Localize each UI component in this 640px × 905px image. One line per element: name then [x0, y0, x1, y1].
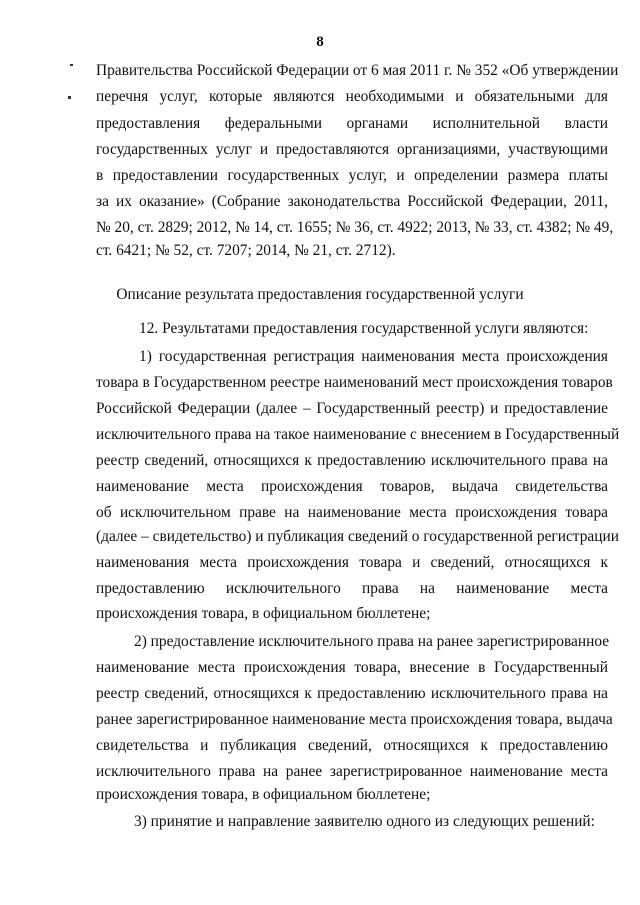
text-line: № 20, ст. 2829; 2012, № 14, ст. 1655; № 36, ст. 4922; 2013, № 33, ст. 4382; № 49,	[96, 219, 614, 236]
text-line: свидетельства и публикация сведений, относящихся к предоставлению	[96, 737, 608, 754]
text-line: Правительства Российской Федерации от 6 мая 2011 г. № 352 «Об утверждении	[96, 62, 619, 79]
text-line: ранее зарегистрированное наименование места происхождения товара, выдача	[96, 711, 613, 728]
text-line: происхождения товара, в официальном бюллетене;	[96, 786, 431, 803]
text-line: реестр сведений, относящихся к предоставлению исключительного права на	[96, 685, 608, 702]
text-line: Российской Федерации (далее – Государственный реестр) и предоставление	[96, 400, 608, 417]
text-line: об исключительном праве на наименование места происхождения товара	[96, 504, 608, 521]
text-line: 2) предоставление исключительного права на ранее зарегистрированное	[134, 633, 610, 650]
text-line: наименования места происхождения товара и сведений, относящихся к	[96, 554, 608, 571]
text-line: в предоставлении государственных услуг, и определении размера платы	[96, 167, 608, 184]
section-heading: Описание результата предоставления государственной услуги	[116, 286, 524, 303]
text-line: наименование места происхождения товаров, выдача свидетельства	[96, 478, 608, 495]
scan-mark-bottom	[68, 96, 71, 99]
text-line: предоставления федеральными органами исполнительной власти	[96, 115, 608, 132]
text-line: наименование места происхождения товара, внесение в Государственный	[96, 659, 608, 676]
item-3-line: 3) принятие и направление заявителю одного из следующих решений:	[134, 813, 595, 830]
text-line: ст. 6421; № 52, ст. 7207; 2014, № 21, ст. 2712).	[96, 242, 396, 259]
text-line: государственных услуг и предоставляются организациями, участвующими	[96, 141, 608, 158]
text-line: исключительного права на ранее зарегистрированное наименование места	[96, 763, 608, 780]
page-number: 8	[316, 34, 324, 50]
text-line: (далее – свидетельство) и публикация сведений о государственной регистрации	[96, 528, 619, 545]
text-line: предоставлению исключительного права на наименование места	[96, 580, 608, 597]
text-line: перечня услуг, которые являются необходимыми и обязательными для	[96, 88, 608, 105]
text-line: товара в Государственном реестре наименований мест происхождения товаров	[96, 374, 613, 391]
text-line: исключительного права на такое наименование с внесением в Государственный	[96, 426, 620, 443]
clause-12: 12. Результатами предоставления государственной услуги являются:	[139, 320, 589, 337]
scan-mark-top	[70, 64, 73, 66]
text-line: за их оказание» (Собрание законодательства Российской Федерации, 2011,	[96, 193, 608, 210]
text-line: происхождения товара, в официальном бюллетене;	[96, 605, 431, 622]
text-line: 1) государственная регистрация наименования места происхождения	[139, 348, 608, 365]
text-line: реестр сведений, относящихся к предоставлению исключительного права на	[96, 452, 608, 469]
